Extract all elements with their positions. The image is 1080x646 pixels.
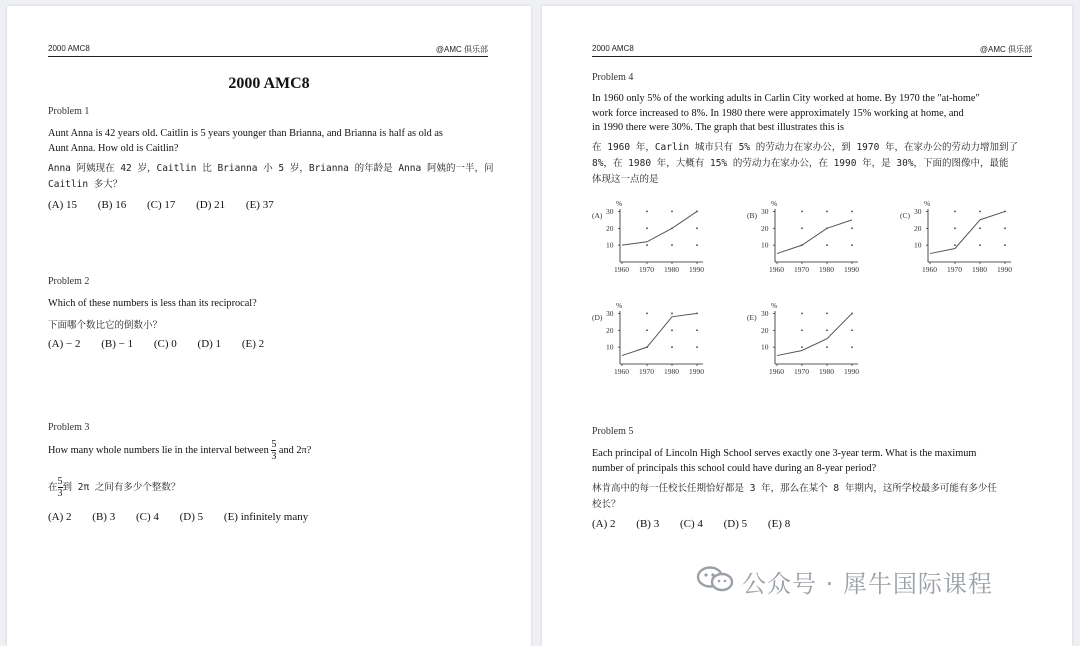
grid-dot [826, 346, 828, 348]
answer-option[interactable]: (A) 2 [592, 518, 616, 530]
problem-5-answers [592, 518, 808, 530]
graph-option-d[interactable] [592, 300, 712, 380]
grid-dot [851, 329, 853, 331]
doc-title: 2000 AMC8 [228, 75, 310, 92]
series-line [777, 220, 852, 254]
grid-dot [801, 313, 803, 315]
y-tick-label: 30 [606, 308, 614, 318]
grid-dot [826, 211, 828, 213]
problem-4-text: In 1960 only 5% of the working adults in Carlin City worked at home. By 1970 the "at-home" work force increased to 8%. In 1980 there were approximately 15% working at home, and in 1990 there were 30%. The graph that best illustrates this is [592, 93, 980, 133]
answer-option[interactable]: (B) − 1 [101, 338, 134, 350]
x-tick-label: 1960 [614, 367, 629, 376]
answer-option[interactable]: (C) 17 [146, 199, 176, 211]
y-axis-label: % [771, 301, 778, 310]
y-tick-label: 30 [761, 308, 769, 318]
grid-dot [696, 346, 698, 348]
graph-option-b[interactable] [747, 198, 867, 278]
answer-option[interactable]: (E) infinitely many [223, 511, 309, 523]
grid-dot [671, 346, 673, 348]
grid-dot [851, 227, 853, 229]
grid-dot [826, 329, 828, 331]
y-axis-label: % [924, 199, 931, 208]
y-tick-label: 20 [761, 325, 769, 335]
answer-option[interactable]: (B) 16 [97, 199, 127, 211]
answer-option[interactable]: (E) 37 [245, 199, 274, 211]
answer-option[interactable]: (E) 8 [767, 518, 791, 530]
grid-dot [696, 329, 698, 331]
x-tick-label: 1980 [819, 367, 834, 376]
grid-dot [646, 329, 648, 331]
grid-dot [954, 227, 956, 229]
x-tick-label: 1970 [794, 265, 809, 274]
answer-option[interactable]: (D) 21 [196, 199, 226, 211]
y-tick-label: 10 [761, 342, 769, 352]
header-right: @AMC 俱乐部 [979, 45, 1032, 54]
answer-option[interactable]: (A) 15 [48, 199, 78, 211]
problem-5-cn: 林肯高中的每一任校长任期恰好都是 3 年，那么在某个 8 年期内，这所学校最多可能有多少任 校长？ [592, 483, 997, 510]
grid-dot [851, 346, 853, 348]
y-tick-label: 20 [606, 325, 614, 335]
right-page [542, 6, 1072, 646]
y-axis-label: % [616, 199, 623, 208]
problem-1-cn: Anna 阿姨现在 42 岁，Caitlin 比 Brianna 小 5 岁，Brianna 的年龄是 Anna 阿姨的一半，问 Caitlin 多大？ [48, 163, 494, 190]
grid-dot [1004, 227, 1006, 229]
answer-option[interactable]: (A) 2 [48, 511, 72, 523]
x-tick-label: 1980 [819, 265, 834, 274]
graph-option-e[interactable] [747, 300, 867, 380]
graph-option-label: (D) [592, 313, 603, 322]
y-axis-label: % [616, 301, 623, 310]
grid-dot [671, 211, 673, 213]
x-tick-label: 1980 [664, 265, 679, 274]
answer-option[interactable]: (D) 5 [179, 511, 204, 523]
y-tick-label: 30 [761, 206, 769, 216]
grid-dot [1004, 244, 1006, 246]
left-page [7, 6, 531, 646]
x-tick-label: 1960 [614, 265, 629, 274]
fraction-five-thirds: $\frac{5}{3}$ [271, 439, 277, 462]
x-tick-label: 1980 [664, 367, 679, 376]
grid-dot [801, 329, 803, 331]
x-tick-label: 1970 [947, 265, 962, 274]
grid-dot [954, 244, 956, 246]
grid-dot [954, 211, 956, 213]
graph-option-c[interactable] [900, 198, 1020, 278]
problem-3-text: How many whole numbers lie in the interval between $\frac{5}{3}$ and 2π? [48, 439, 312, 462]
x-tick-label: 1990 [844, 265, 859, 274]
problem-1-answers [48, 199, 292, 211]
graph-option-label: (E) [747, 313, 757, 322]
grid-dot [979, 227, 981, 229]
series-line [622, 313, 697, 355]
wechat-icon [696, 566, 736, 592]
answer-option[interactable]: (C) 4 [135, 511, 159, 523]
header-left: 2000 AMC8 [592, 44, 634, 53]
y-tick-label: 20 [914, 223, 922, 233]
graph-option-a[interactable] [592, 198, 712, 278]
problem-1-text: Aunt Anna is 42 years old. Caitlin is 5 years younger than Brianna, and Brianna is half as old as Aunt Anna. How old is Caitlin? [48, 128, 443, 154]
grid-dot [646, 227, 648, 229]
answer-option[interactable]: (E) 2 [241, 338, 265, 350]
answer-option[interactable]: (B) 3 [636, 518, 660, 530]
y-tick-label: 30 [606, 206, 614, 216]
x-tick-label: 1970 [639, 265, 654, 274]
x-tick-label: 1990 [689, 265, 704, 274]
graph-option-label: (B) [747, 211, 757, 220]
grid-dot [646, 244, 648, 246]
x-tick-label: 1970 [639, 367, 654, 376]
problem-2-text: Which of these numbers is less than its reciprocal? [48, 298, 257, 309]
graph-option-label: (A) [592, 211, 603, 220]
problem-4-heading: Problem 4 [592, 72, 634, 83]
y-tick-label: 10 [914, 240, 922, 250]
answer-option[interactable]: (C) 0 [153, 338, 177, 350]
x-tick-label: 1970 [794, 367, 809, 376]
grid-dot [801, 346, 803, 348]
x-tick-label: 1960 [922, 265, 937, 274]
grid-dot [826, 313, 828, 315]
grid-dot [979, 244, 981, 246]
x-tick-label: 1990 [844, 367, 859, 376]
x-tick-label: 1960 [769, 367, 784, 376]
answer-option[interactable]: (D) 1 [197, 338, 222, 350]
y-tick-label: 10 [606, 240, 614, 250]
grid-dot [646, 211, 648, 213]
grid-dot [646, 313, 648, 315]
y-tick-label: 20 [606, 223, 614, 233]
grid-dot [979, 211, 981, 213]
series-line [777, 313, 852, 355]
problem-3-answers [48, 511, 326, 523]
grid-dot [671, 244, 673, 246]
problem-3-heading: Problem 3 [48, 422, 90, 433]
x-tick-label: 1960 [769, 265, 784, 274]
grid-dot [826, 244, 828, 246]
y-tick-label: 10 [761, 240, 769, 250]
page-header [592, 44, 1032, 57]
problem-3-cn: 在 $\frac{5}{3}$ 到 2π 之间有多少个整数？ [48, 476, 181, 499]
graph-option-label: (C) [900, 211, 910, 220]
x-tick-label: 1990 [689, 367, 704, 376]
grid-dot [801, 211, 803, 213]
answer-option[interactable]: (C) 4 [679, 518, 703, 530]
series-line [622, 211, 697, 245]
fraction-five-thirds: $\frac{5}{3}$ [57, 476, 63, 499]
problem-5-text: Each principal of Lincoln High School serves exactly one 3-year term. What is the maximum number of principals this school could have during an 8-year period? [592, 448, 977, 474]
grid-dot [671, 329, 673, 331]
grid-dot [671, 313, 673, 315]
grid-dot [696, 244, 698, 246]
x-tick-label: 1990 [997, 265, 1012, 274]
series-line [930, 211, 1005, 253]
problem-1-heading: Problem 1 [48, 106, 90, 117]
y-axis-label: % [771, 199, 778, 208]
grid-dot [696, 227, 698, 229]
problem-2-heading: Problem 2 [48, 276, 90, 287]
y-tick-label: 10 [606, 342, 614, 352]
y-tick-label: 20 [761, 223, 769, 233]
y-tick-label: 30 [914, 206, 922, 216]
problem-5-heading: Problem 5 [592, 426, 634, 437]
x-tick-label: 1980 [972, 265, 987, 274]
answer-option[interactable]: (B) 3 [92, 511, 116, 523]
header-left: 2000 AMC8 [48, 44, 90, 53]
problem-2-cn: 下面哪个数比它的倒数小？ [48, 320, 163, 331]
header-right: @AMC 俱乐部 [435, 45, 488, 54]
answer-option[interactable]: (D) 5 [723, 518, 748, 530]
watermark-text: 公众号 · 犀牛国际课程 [742, 570, 993, 598]
grid-dot [851, 211, 853, 213]
page-header [48, 44, 488, 57]
answer-option[interactable]: (A) − 2 [48, 338, 81, 350]
grid-dot [851, 244, 853, 246]
problem-4-cn: 在 1960 年，Carlin 城市只有 5% 的劳动力在家办公，到 1970 年，在家办公的劳动力增加到了 8%，在 1980 年，大概有 15% 的劳动力在家办公，在 1990 年，是 30%，下面的图像中，最能 体现这一点的是 [592, 142, 1019, 185]
grid-dot [801, 227, 803, 229]
problem-2-answers [48, 338, 282, 350]
